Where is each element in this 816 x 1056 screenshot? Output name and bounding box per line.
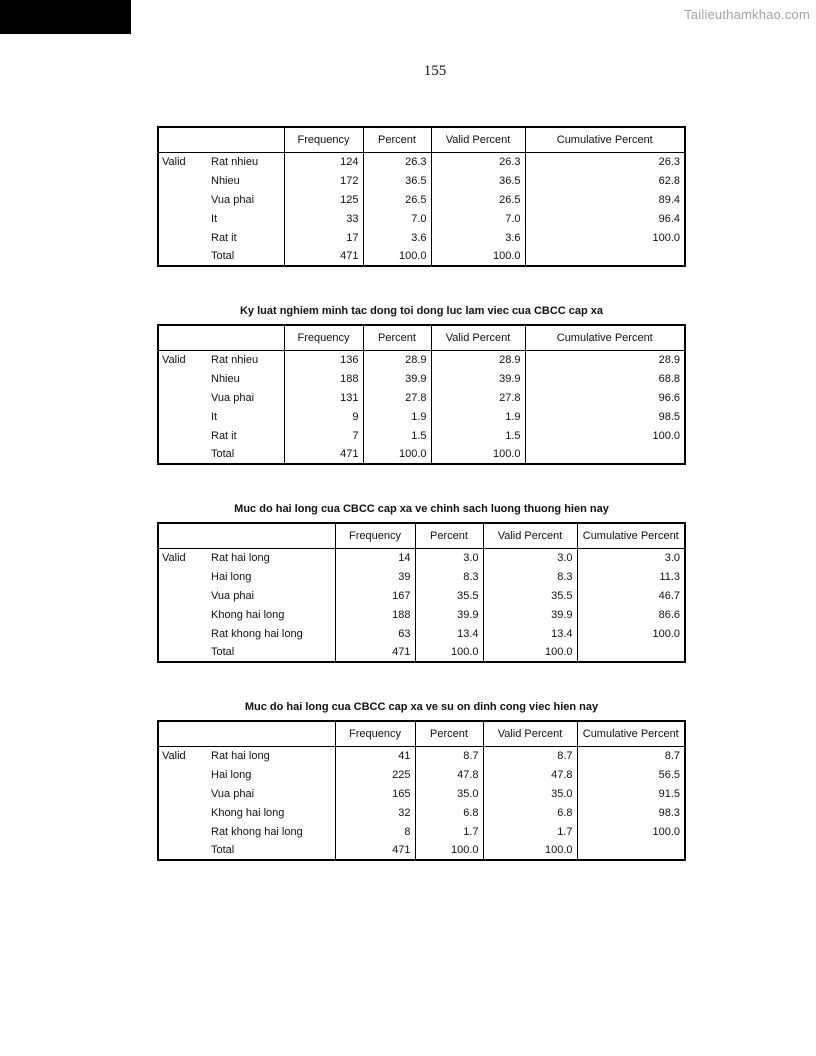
- cell-value: 9: [284, 407, 363, 426]
- group-label: [158, 247, 211, 266]
- cell-value: 100.0: [363, 445, 431, 464]
- row-label: It: [211, 410, 218, 423]
- cell-value: 471: [335, 643, 415, 662]
- cell-value: 35.5: [483, 586, 577, 605]
- cell-value: 1.5: [431, 426, 525, 445]
- cell-value: 13.4: [415, 624, 483, 643]
- cell-value: 3.0: [415, 548, 483, 567]
- column-header: Cumulative Percent: [577, 721, 685, 746]
- row-label: Khong hai long: [211, 806, 285, 819]
- cell-value: [577, 841, 685, 860]
- cell-value: 471: [284, 445, 363, 464]
- frequency-table-1: [157, 126, 686, 267]
- group-label: [158, 445, 211, 464]
- group-label: [158, 426, 211, 445]
- column-header: Percent: [363, 127, 431, 152]
- group-label: [158, 407, 211, 426]
- group-label: [158, 643, 211, 662]
- row-label: Vua phai: [211, 391, 255, 404]
- group-label: Valid: [162, 155, 186, 168]
- cell-value: 172: [284, 171, 363, 190]
- group-label: Valid: [162, 551, 186, 564]
- cell-value: 100.0: [483, 841, 577, 860]
- cell-value: 188: [335, 605, 415, 624]
- column-header: Valid Percent: [483, 721, 577, 746]
- cell-value: 13.4: [483, 624, 577, 643]
- group-label: [158, 190, 211, 209]
- cell-value: 8: [335, 822, 415, 841]
- row-label: Vua phai: [211, 193, 255, 206]
- cell-value: 100.0: [415, 643, 483, 662]
- cell-value: 39.9: [483, 605, 577, 624]
- table-row: [158, 643, 685, 662]
- empty-header-cell: [158, 325, 284, 350]
- cell-value: 7: [284, 426, 363, 445]
- cell-value: 26.3: [431, 152, 525, 171]
- column-header: Frequency: [284, 127, 363, 152]
- cell-value: 100.0: [431, 445, 525, 464]
- cell-value: 14: [335, 548, 415, 567]
- row-label: Total: [211, 646, 235, 658]
- cell-value: 8.7: [415, 746, 483, 765]
- table-row: [158, 605, 685, 624]
- row-label: Rat nhieu: [211, 353, 259, 366]
- cell-value: 100.0: [525, 426, 685, 445]
- column-header: Cumulative Percent: [525, 325, 685, 350]
- group-label: [158, 228, 211, 247]
- table-row: [158, 445, 685, 464]
- cell-value: 96.4: [525, 209, 685, 228]
- table-row: [158, 369, 685, 388]
- frequency-table-group-3: [157, 503, 686, 663]
- group-label: [158, 171, 211, 190]
- cell-value: 8.3: [483, 567, 577, 586]
- table-title: Muc do hai long cua CBCC cap xa ve su on dinh cong viec hien nay: [244, 701, 599, 713]
- cell-value: 28.9: [363, 350, 431, 369]
- cell-value: 3.6: [363, 228, 431, 247]
- cell-value: 165: [335, 784, 415, 803]
- table-row: [158, 765, 685, 784]
- row-label: Vua phai: [211, 589, 255, 602]
- watermark-text: Tailieuthamkhao.com: [684, 7, 810, 22]
- cell-value: 1.7: [483, 822, 577, 841]
- cell-value: 46.7: [577, 586, 685, 605]
- cell-value: 26.3: [363, 152, 431, 171]
- column-header: Frequency: [335, 721, 415, 746]
- cell-value: 100.0: [483, 643, 577, 662]
- row-label: Total: [211, 448, 235, 460]
- scan-artifact: [0, 0, 131, 34]
- table-row: [158, 407, 685, 426]
- column-header: Cumulative Percent: [577, 523, 685, 548]
- cell-value: 125: [284, 190, 363, 209]
- table-row: [158, 822, 685, 841]
- cell-value: [577, 643, 685, 662]
- row-label: Rat khong hai long: [211, 627, 303, 640]
- cell-value: 62.8: [525, 171, 685, 190]
- cell-value: 91.5: [577, 784, 685, 803]
- table-row: [158, 803, 685, 822]
- cell-value: 7.0: [431, 209, 525, 228]
- group-label: [158, 209, 211, 228]
- group-label: [158, 841, 211, 860]
- column-header: Valid Percent: [431, 127, 525, 152]
- cell-value: 136: [284, 350, 363, 369]
- cell-value: 28.9: [525, 350, 685, 369]
- cell-value: 27.8: [431, 388, 525, 407]
- group-label: [158, 624, 211, 643]
- group-label: [158, 605, 211, 624]
- row-label: Khong hai long: [211, 608, 285, 621]
- cell-value: 35.5: [415, 586, 483, 605]
- column-header: Valid Percent: [483, 523, 577, 548]
- row-label: Rat nhieu: [211, 155, 259, 168]
- row-label: Rat hai long: [211, 749, 270, 762]
- table-row: [158, 152, 685, 171]
- row-label: Hai long: [211, 768, 252, 781]
- table-row: [158, 228, 685, 247]
- table-title: Muc do hai long cua CBCC cap xa ve chinh sach luong thuong hien nay: [234, 503, 609, 515]
- table-row: [158, 388, 685, 407]
- column-header: Percent: [363, 325, 431, 350]
- cell-value: 11.3: [577, 567, 685, 586]
- table-row: [158, 190, 685, 209]
- frequency-table-group-1: [157, 126, 686, 267]
- row-label: Rat it: [211, 429, 237, 442]
- cell-value: 100.0: [577, 624, 685, 643]
- cell-value: 96.6: [525, 388, 685, 407]
- row-label: Hai long: [211, 570, 252, 583]
- frequency-table-2: [157, 324, 686, 465]
- table-row: [158, 171, 685, 190]
- cell-value: [525, 247, 685, 266]
- cell-value: 39.9: [431, 369, 525, 388]
- cell-value: 27.8: [363, 388, 431, 407]
- cell-value: 6.8: [483, 803, 577, 822]
- row-label: Nhieu: [211, 174, 240, 187]
- row-label: Vua phai: [211, 787, 255, 800]
- row-label: Rat khong hai long: [211, 825, 303, 838]
- cell-value: 8.3: [415, 567, 483, 586]
- table-row: [158, 426, 685, 445]
- cell-value: 63: [335, 624, 415, 643]
- cell-value: [525, 445, 685, 464]
- cell-value: 8.7: [577, 746, 685, 765]
- cell-value: 26.3: [525, 152, 685, 171]
- column-header: Cumulative Percent: [525, 127, 685, 152]
- group-label: Valid: [162, 749, 186, 762]
- column-header: Percent: [415, 721, 483, 746]
- cell-value: 98.3: [577, 803, 685, 822]
- cell-value: 28.9: [431, 350, 525, 369]
- cell-value: 6.8: [415, 803, 483, 822]
- group-label: [158, 388, 211, 407]
- cell-value: 26.5: [431, 190, 525, 209]
- table-row: [158, 784, 685, 803]
- cell-value: 124: [284, 152, 363, 171]
- group-label: [158, 765, 211, 784]
- cell-value: 26.5: [363, 190, 431, 209]
- cell-value: 36.5: [363, 171, 431, 190]
- group-label: [158, 567, 211, 586]
- cell-value: 68.8: [525, 369, 685, 388]
- frequency-table-4: [157, 720, 686, 861]
- group-label: [158, 369, 211, 388]
- group-label: Valid: [162, 353, 186, 366]
- cell-value: 188: [284, 369, 363, 388]
- column-header: Frequency: [335, 523, 415, 548]
- cell-value: 39.9: [415, 605, 483, 624]
- cell-value: 167: [335, 586, 415, 605]
- column-header: Frequency: [284, 325, 363, 350]
- cell-value: 17: [284, 228, 363, 247]
- page-number: 155: [423, 63, 447, 79]
- table-row: [158, 209, 685, 228]
- cell-value: 1.5: [363, 426, 431, 445]
- frequency-table-3: [157, 522, 686, 663]
- group-label: [158, 586, 211, 605]
- group-label: [158, 784, 211, 803]
- frequency-table-group-4: [157, 701, 686, 861]
- cell-value: 1.7: [415, 822, 483, 841]
- cell-value: 36.5: [431, 171, 525, 190]
- empty-header-cell: [158, 127, 284, 152]
- cell-value: 3.6: [431, 228, 525, 247]
- row-label: It: [211, 212, 218, 225]
- cell-value: 33: [284, 209, 363, 228]
- cell-value: 35.0: [415, 784, 483, 803]
- cell-value: 131: [284, 388, 363, 407]
- cell-value: 100.0: [363, 247, 431, 266]
- group-label: [158, 822, 211, 841]
- table-row: [158, 841, 685, 860]
- cell-value: 8.7: [483, 746, 577, 765]
- row-label: Nhieu: [211, 372, 240, 385]
- row-label: Total: [211, 844, 235, 856]
- cell-value: 35.0: [483, 784, 577, 803]
- cell-value: 86.6: [577, 605, 685, 624]
- cell-value: 100.0: [415, 841, 483, 860]
- empty-header-cell: [158, 523, 335, 548]
- cell-value: 225: [335, 765, 415, 784]
- cell-value: 39.9: [363, 369, 431, 388]
- cell-value: 100.0: [431, 247, 525, 266]
- table-title: Ky luat nghiem minh tac dong toi dong luc lam viec cua CBCC cap xa: [239, 305, 604, 317]
- table-row: [158, 586, 685, 605]
- column-header: Valid Percent: [431, 325, 525, 350]
- empty-header-cell: [158, 721, 335, 746]
- cell-value: 471: [335, 841, 415, 860]
- group-label: [158, 803, 211, 822]
- cell-value: 100.0: [525, 228, 685, 247]
- table-row: [158, 548, 685, 567]
- cell-value: 1.9: [363, 407, 431, 426]
- table-row: [158, 567, 685, 586]
- cell-value: 41: [335, 746, 415, 765]
- cell-value: 100.0: [577, 822, 685, 841]
- cell-value: 471: [284, 247, 363, 266]
- table-row: [158, 247, 685, 266]
- column-header: Percent: [415, 523, 483, 548]
- cell-value: 3.0: [577, 548, 685, 567]
- table-row: [158, 350, 685, 369]
- row-label: Rat hai long: [211, 551, 270, 564]
- cell-value: 7.0: [363, 209, 431, 228]
- cell-value: 1.9: [431, 407, 525, 426]
- cell-value: 98.5: [525, 407, 685, 426]
- table-row: [158, 746, 685, 765]
- frequency-table-group-2: [157, 305, 686, 465]
- row-label: Total: [211, 250, 235, 262]
- cell-value: 39: [335, 567, 415, 586]
- cell-value: 56.5: [577, 765, 685, 784]
- cell-value: 32: [335, 803, 415, 822]
- cell-value: 89.4: [525, 190, 685, 209]
- table-row: [158, 624, 685, 643]
- cell-value: 47.8: [483, 765, 577, 784]
- row-label: Rat it: [211, 231, 237, 244]
- cell-value: 47.8: [415, 765, 483, 784]
- cell-value: 3.0: [483, 548, 577, 567]
